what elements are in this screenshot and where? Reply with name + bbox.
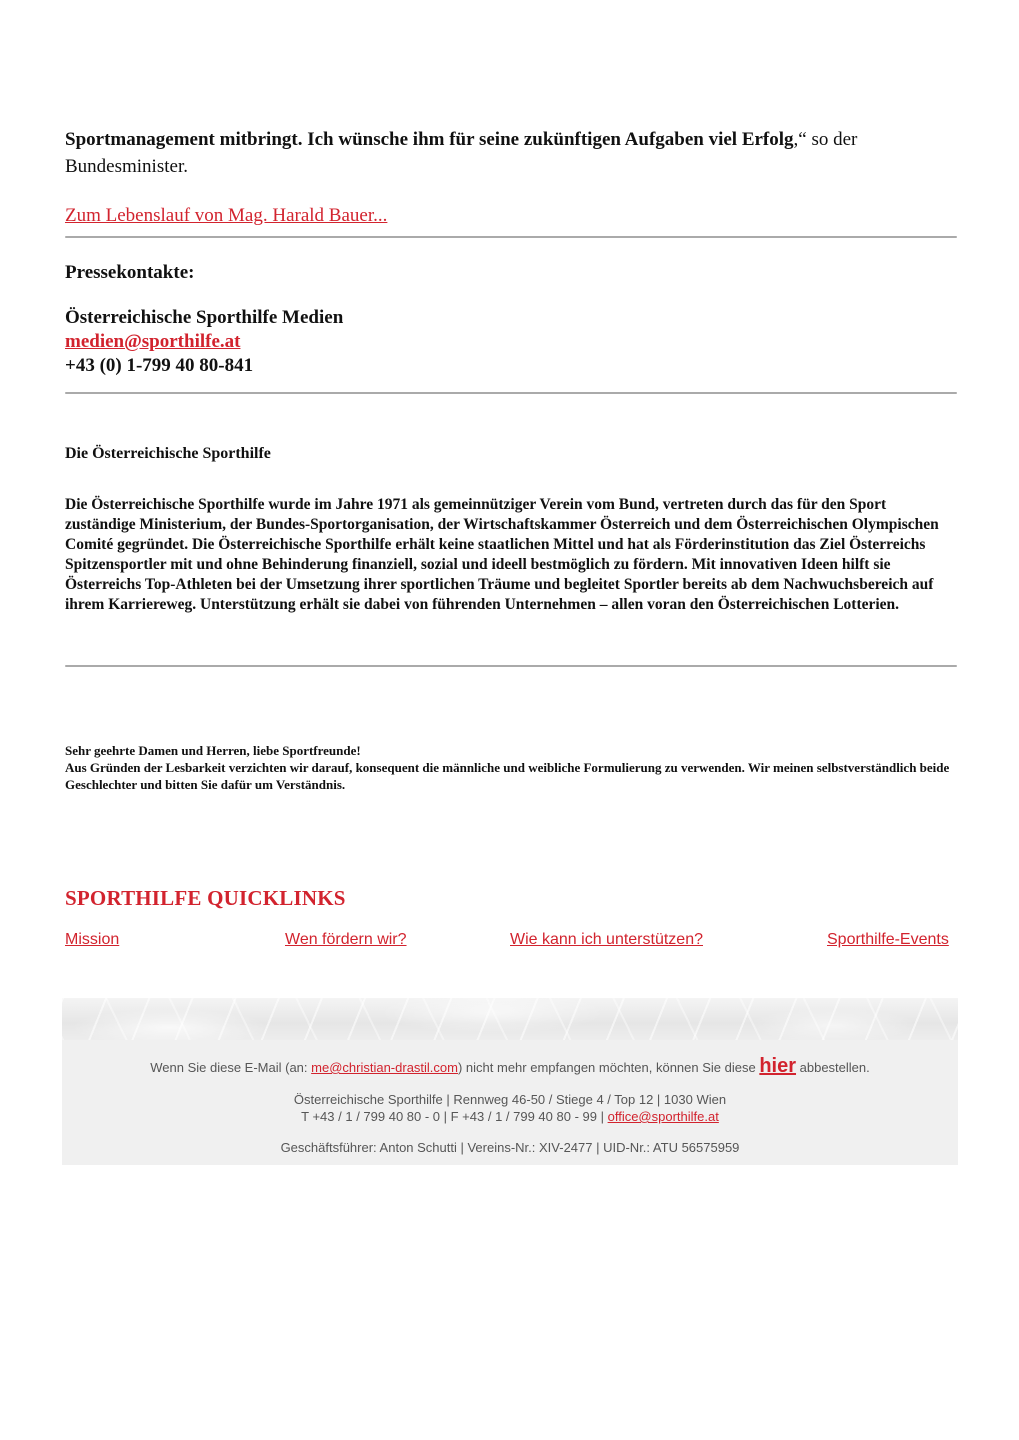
page-content xyxy=(65,0,957,951)
gender-note-salutation: Sehr geehrte Damen und Herren, liebe Sportfreunde! xyxy=(65,743,361,758)
quicklinks-heading: SPORTHILFE QUICKLINKS xyxy=(65,886,346,910)
footer-phone-numbers: T +43 / 1 / 799 40 80 - 0 | F +43 / 1 / 799 40 80 - 99 | xyxy=(301,1109,608,1124)
cv-link-row xyxy=(65,202,957,229)
unsubscribe-text-suffix: abbestellen. xyxy=(796,1060,870,1075)
email-footer xyxy=(62,998,958,1165)
intro-quote-attribution: ,“ so der Bundesminister. xyxy=(65,129,858,177)
press-phone: +43 (0) 1-799 40 80-841 xyxy=(65,355,254,376)
intro-quote-bold: Sportmanagement mitbringt. Ich wünsche ihm für seine zukünftigen Aufgaben viel Erfolg xyxy=(65,129,794,150)
divider xyxy=(65,236,957,238)
quicklink-wie-kann-ich-unterstuetzen[interactable]: Wie kann ich unterstützen? xyxy=(510,931,703,948)
divider xyxy=(65,392,957,394)
intro-paragraph xyxy=(65,0,957,180)
press-contacts-heading: Pressekontakte: xyxy=(65,262,195,283)
footer-box xyxy=(62,1040,958,1165)
about-paragraph: Die Österreichische Sporthilfe wurde im Jahre 1971 als gemeinnütziger Verein vom Bund, vertreten durch das für den Sport zuständige Ministerium, der Bundes-Sportorganisation, der Wirtschaftskammer Österreich und dem Österreichischen Olympischen Comité gegründet. Die Österreichische Sporthilfe erhält keine staatlichen Mittel und hat als Förderinstitution das Ziel Österreichs Spitzensportler mit und ohne Behinderung finanziell, sozial und ideell bestmöglich zu fördern. Mit innovativen Ideen hilft sie Österreichs Top-Athleten bei der Umsetzung ihrer sportlichen Träume und begleitet Sportler bereits ab dem Nachwuchsbereich auf ihrem Karriereweg. Unterstützung erhält sie dabei von führenden Unternehmen – allen voran den Österreichischen Lotterien. xyxy=(65,496,939,613)
footer-address: Österreichische Sporthilfe | Rennweg 46-50 / Stiege 4 / Top 12 | 1030 Wien xyxy=(293,1092,727,1107)
footer-legal: Geschäftsführer: Anton Schutti | Vereins-Nr.: XIV-2477 | UID-Nr.: ATU 56575959 xyxy=(280,1140,740,1155)
quicklink-sporthilfe-events[interactable]: Sporthilfe-Events xyxy=(827,931,949,948)
gender-note-text: Aus Gründen der Lesbarkeit verzichten wir darauf, konsequent die männliche und weibliche Formulierung zu verwenden. Wir meinen selbstverständlich beide Geschlechter und bitten Sie dafür um Verständnis. xyxy=(65,760,950,792)
gender-note xyxy=(65,742,957,793)
quicklink-wen-foerdern-wir[interactable]: Wen fördern wir? xyxy=(285,931,407,948)
unsubscribe-text-mid: ) nicht mehr empfangen möchten, können Sie diese xyxy=(457,1060,760,1075)
divider xyxy=(65,665,957,667)
unsubscribe-line xyxy=(62,1053,958,1081)
footer-photo-band xyxy=(62,998,958,1040)
office-email-link[interactable]: office@sporthilfe.at xyxy=(607,1109,719,1124)
quicklinks-row xyxy=(65,929,957,951)
press-org-name: Österreichische Sporthilfe Medien xyxy=(65,307,344,328)
cv-link[interactable]: Zum Lebenslauf von Mag. Harald Bauer... xyxy=(65,205,388,226)
unsubscribe-link[interactable]: hier xyxy=(759,1055,797,1077)
press-email-link[interactable]: medien@sporthilfe.at xyxy=(65,331,241,352)
recipient-email-link[interactable]: me@christian-drastil.com xyxy=(311,1060,458,1075)
footer-phone-line xyxy=(62,1108,958,1125)
press-contact-block xyxy=(65,306,957,378)
about-heading: Die Österreichische Sporthilfe xyxy=(65,445,271,462)
quicklink-mission[interactable]: Mission xyxy=(65,931,120,948)
unsubscribe-text-prefix: Wenn Sie diese E-Mail (an: xyxy=(150,1060,312,1075)
